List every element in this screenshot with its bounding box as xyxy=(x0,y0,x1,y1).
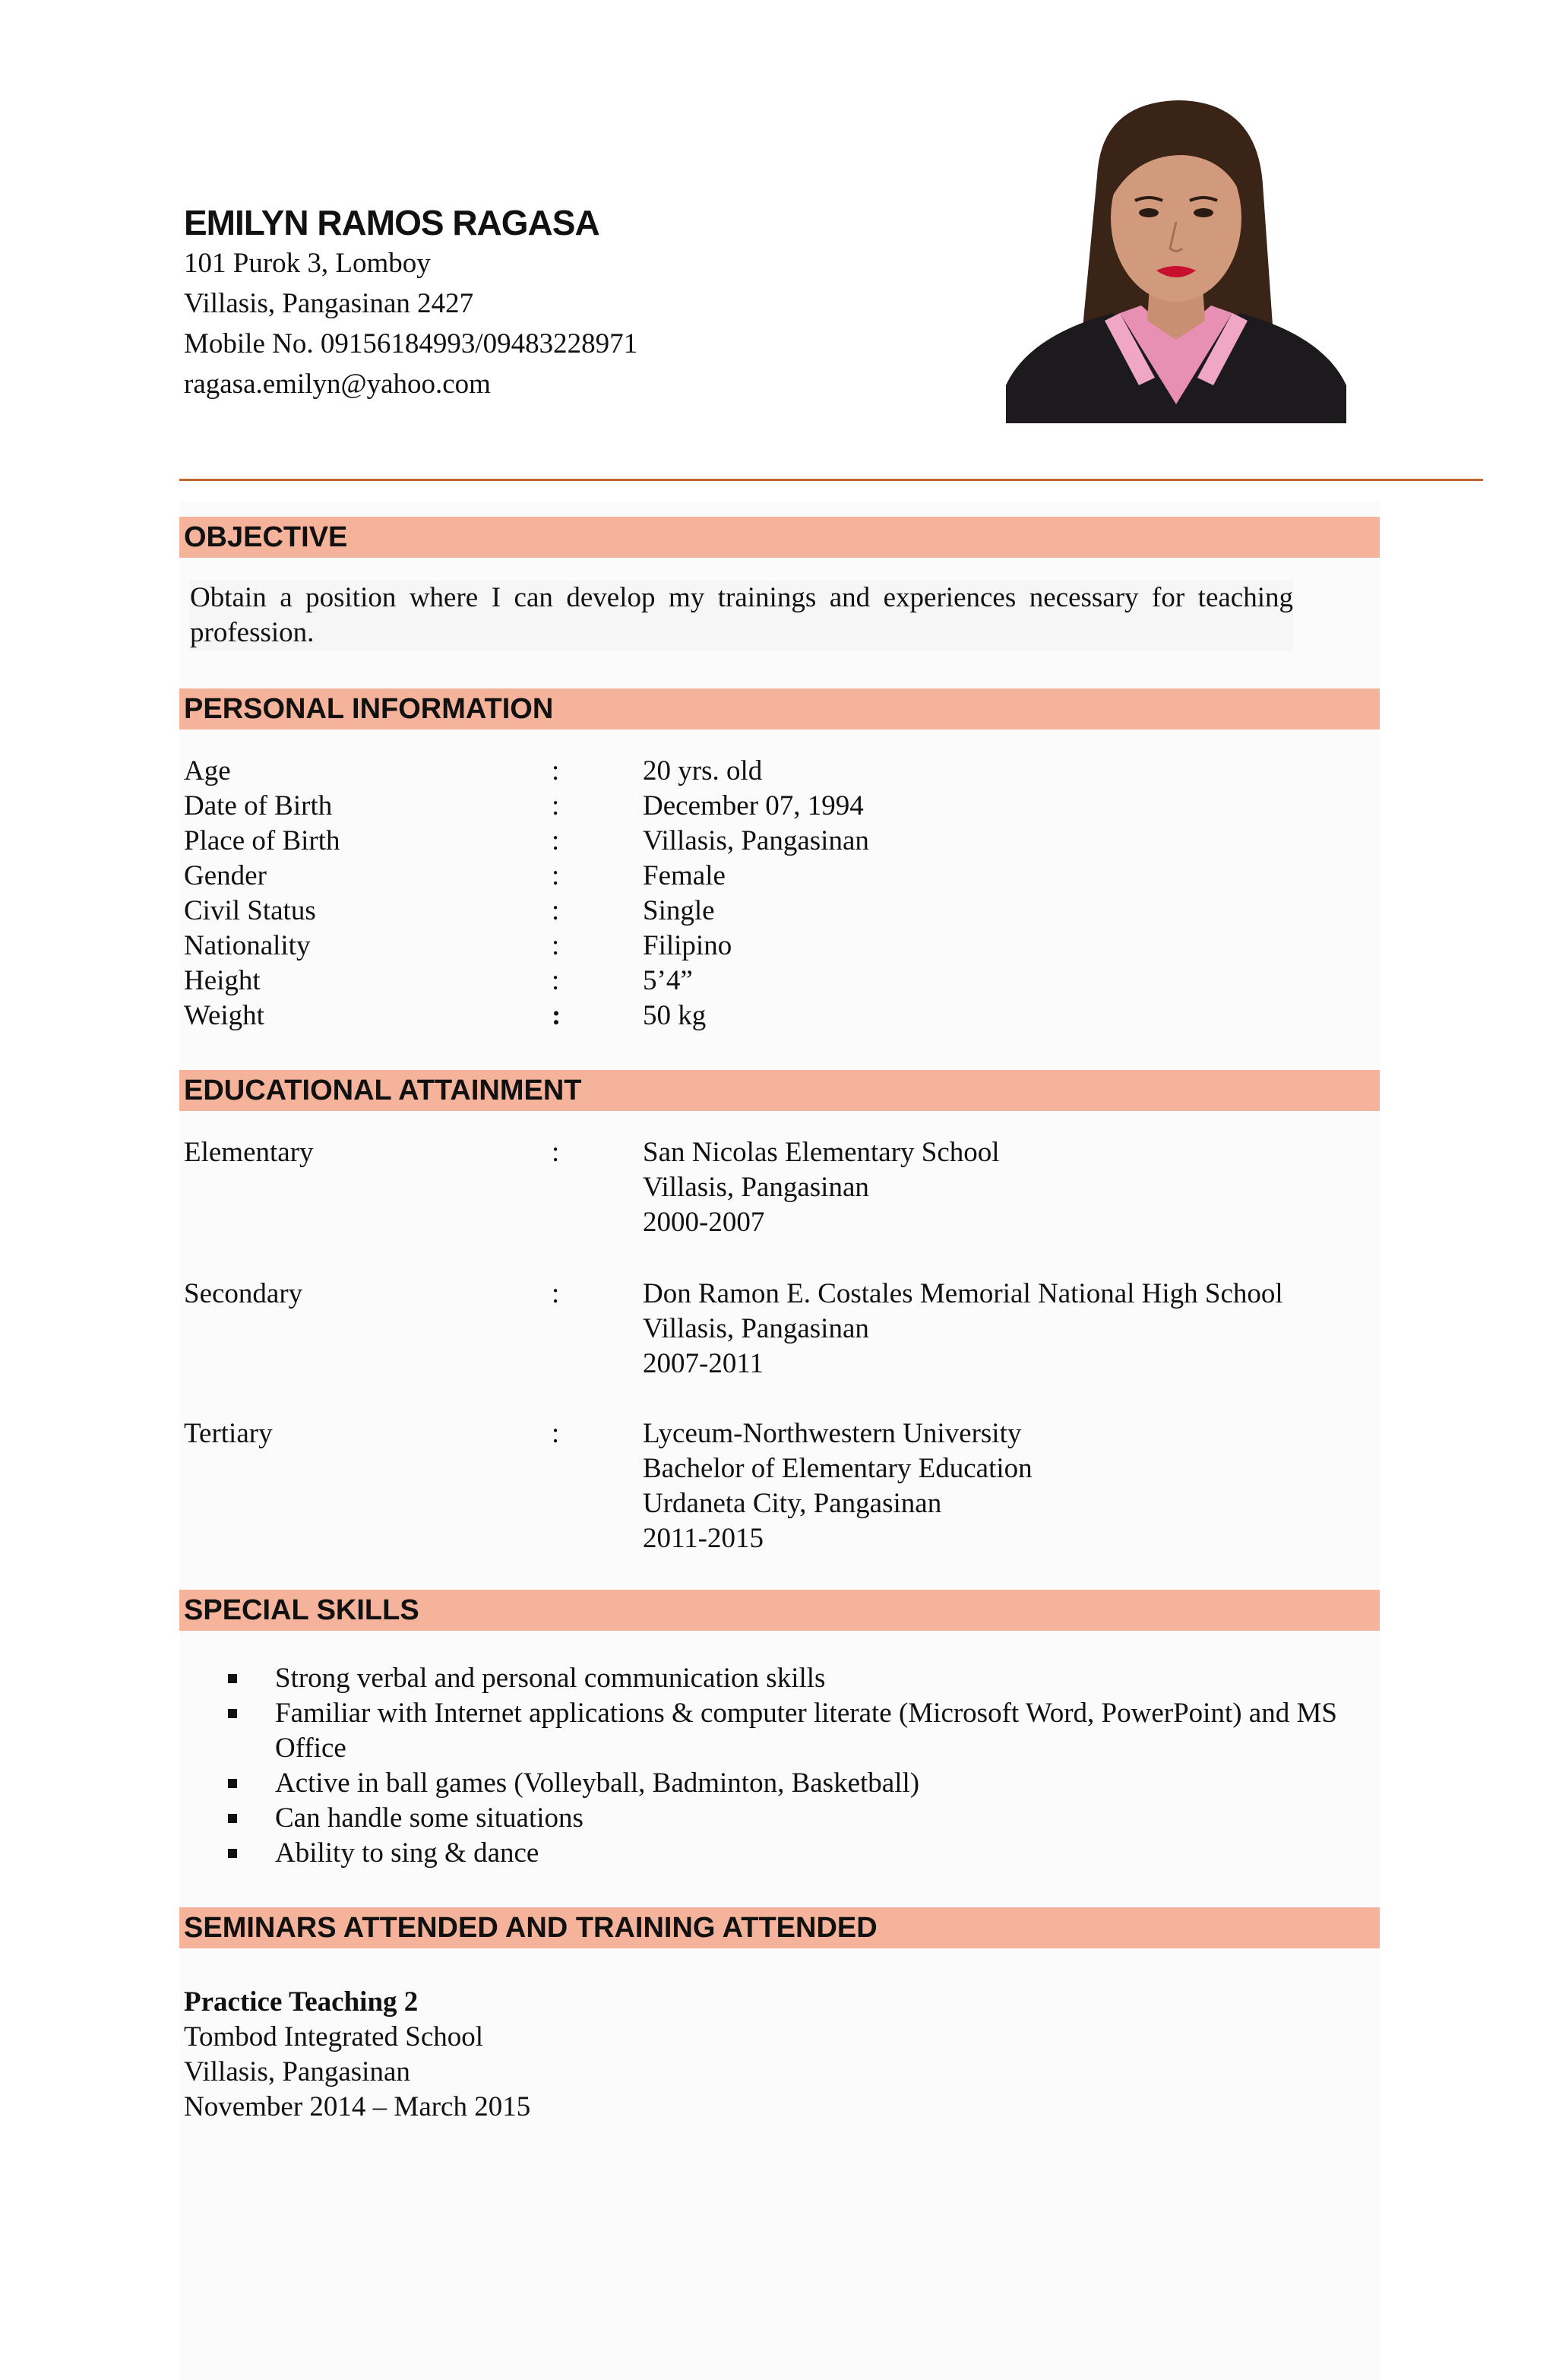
info-value: Villasis, Pangasinan xyxy=(643,825,869,856)
skill-item xyxy=(228,1766,1352,1801)
info-value: December 07, 1994 xyxy=(643,790,864,821)
education-line: Lyceum-Northwestern University xyxy=(643,1418,1022,1449)
info-separator: : xyxy=(552,1000,561,1031)
education-level: Tertiary xyxy=(184,1418,273,1449)
education-line: Bachelor of Elementary Education xyxy=(643,1453,1033,1484)
info-label: Height xyxy=(184,965,261,996)
seminar-dates: November 2014 – March 2015 xyxy=(184,2091,531,2122)
bullet-icon xyxy=(228,1709,237,1718)
address-line-2: Villasis, Pangasinan 2427 xyxy=(184,288,474,319)
education-details xyxy=(643,1416,1033,1556)
profile-photo xyxy=(1006,85,1346,423)
objective-text: Obtain a position where I can develop my trainings and experiences necessary for teaching profession. xyxy=(190,581,1293,650)
info-label: Nationality xyxy=(184,930,311,961)
education-line: 2011-2015 xyxy=(643,1523,764,1554)
skill-item xyxy=(228,1696,1352,1766)
education-line: Don Ramon E. Costales Memorial National High School xyxy=(643,1278,1283,1309)
skill-text: Strong verbal and personal communication skills xyxy=(275,1663,826,1694)
contact-block xyxy=(184,243,637,404)
info-value: Filipino xyxy=(643,930,732,961)
info-separator: : xyxy=(552,825,560,856)
skill-item xyxy=(228,1836,1352,1871)
education-separator: : xyxy=(552,1418,560,1449)
info-value: 50 kg xyxy=(643,1000,707,1031)
skill-text: Can handle some situations xyxy=(275,1802,584,1834)
education-line: 2007-2011 xyxy=(643,1348,764,1379)
education-level: Secondary xyxy=(184,1278,303,1309)
section-heading-education: EDUCATIONAL ATTAINMENT xyxy=(179,1070,1380,1111)
section-heading-seminars: SEMINARS ATTENDED AND TRAINING ATTENDED xyxy=(179,1907,1380,1948)
skill-text: Familiar with Internet applications & computer literate (Microsoft Word, PowerPoint) and MS Office xyxy=(275,1698,1337,1764)
education-level: Elementary xyxy=(184,1137,314,1168)
address-line-1: 101 Purok 3, Lomboy xyxy=(184,248,431,279)
education-separator: : xyxy=(552,1278,560,1309)
info-value: Single xyxy=(643,895,715,926)
skill-text: Ability to sing & dance xyxy=(275,1837,539,1869)
info-separator: : xyxy=(552,790,560,821)
info-label: Place of Birth xyxy=(184,825,340,856)
bullet-icon xyxy=(228,1849,237,1858)
info-label: Civil Status xyxy=(184,895,316,926)
info-separator: : xyxy=(552,965,560,996)
bullet-icon xyxy=(228,1814,237,1823)
seminar-title: Practice Teaching 2 xyxy=(184,1986,419,2018)
info-label: Age xyxy=(184,755,231,786)
mobile-number: Mobile No. 09156184993/09483228971 xyxy=(184,328,638,359)
education-details xyxy=(643,1277,1283,1381)
seminar-entry xyxy=(184,1985,530,2125)
skill-item xyxy=(228,1661,1352,1696)
education-line: Urdaneta City, Pangasinan xyxy=(643,1488,942,1519)
info-value: Female xyxy=(643,860,726,891)
info-separator: : xyxy=(552,895,560,926)
education-separator: : xyxy=(552,1137,560,1168)
seminar-location: Villasis, Pangasinan xyxy=(184,2056,410,2087)
info-separator: : xyxy=(552,930,560,961)
info-label: Date of Birth xyxy=(184,790,333,821)
bullet-icon xyxy=(228,1779,237,1788)
skills-list xyxy=(228,1661,1352,1871)
skill-item xyxy=(228,1801,1352,1836)
education-details xyxy=(643,1135,1000,1240)
bullet-icon xyxy=(228,1674,237,1683)
info-label: Gender xyxy=(184,860,267,891)
skill-text: Active in ball games (Volleyball, Badminton, Basketball) xyxy=(275,1768,920,1799)
info-label: Weight xyxy=(184,1000,264,1031)
info-separator: : xyxy=(552,755,560,786)
email-address: ragasa.emilyn@yahoo.com xyxy=(184,369,491,400)
education-line: Villasis, Pangasinan xyxy=(643,1313,869,1344)
education-line: Villasis, Pangasinan xyxy=(643,1172,869,1203)
seminar-school: Tombod Integrated School xyxy=(184,2021,484,2052)
section-heading-special-skills: SPECIAL SKILLS xyxy=(179,1590,1380,1631)
info-value: 5’4” xyxy=(643,965,693,996)
applicant-name: EMILYN RAMOS RAGASA xyxy=(184,203,599,242)
section-heading-personal-information: PERSONAL INFORMATION xyxy=(179,688,1380,730)
header-divider xyxy=(179,479,1483,481)
info-separator: : xyxy=(552,860,560,891)
info-value: 20 yrs. old xyxy=(643,755,763,786)
section-heading-objective: OBJECTIVE xyxy=(179,517,1380,558)
education-line: San Nicolas Elementary School xyxy=(643,1137,1000,1168)
education-line: 2000-2007 xyxy=(643,1207,765,1238)
